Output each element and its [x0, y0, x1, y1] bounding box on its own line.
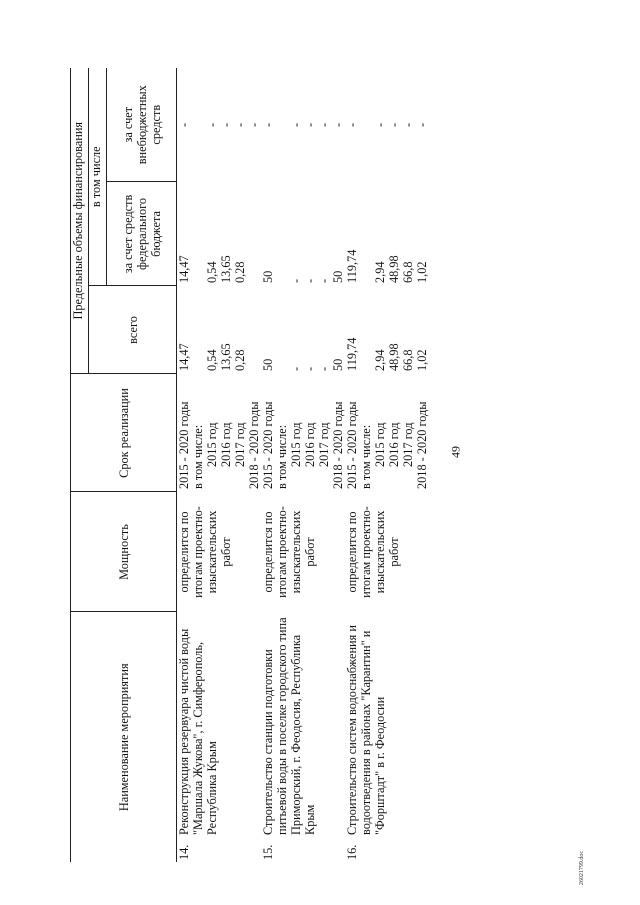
row-extra-line — [359, 71, 373, 179]
row-total-line — [275, 289, 289, 371]
row-extra-line: - — [261, 122, 275, 128]
row-federal — [261, 182, 345, 286]
period-line: 2015 год — [289, 422, 303, 467]
row-extra-line: - — [415, 122, 429, 128]
period-line: 2016 год — [219, 422, 233, 467]
period-line: 2017 год — [317, 422, 331, 467]
period-line: 2018 - 2020 годы — [331, 401, 345, 489]
row-name: Строительство станции подготовки питьевой воды в поселке городского типа Приморский, г. Феодосия, Республика Крым — [261, 617, 317, 835]
row-total-line: 50 — [331, 358, 345, 371]
row-extra — [177, 68, 262, 182]
period-line: в том числе: — [275, 424, 289, 489]
row-total-line: 13,65 — [219, 343, 233, 371]
header-extra: за счет внебюджетных средств — [107, 68, 177, 182]
row-extra-line: - — [177, 122, 191, 128]
row-total-line: 2,94 — [373, 349, 387, 371]
row-federal-line — [275, 185, 289, 283]
row-total-line: 0,54 — [205, 349, 219, 371]
row-federal-line: 50 — [261, 270, 275, 283]
row-federal-line: - — [303, 278, 317, 283]
row-extra-line: - — [317, 122, 331, 128]
row-federal-line: - — [317, 278, 331, 283]
row-federal — [177, 182, 262, 286]
row-periods — [261, 374, 345, 492]
period-line: 2015 - 2020 годы — [177, 401, 191, 489]
period-line: в том числе: — [191, 424, 205, 489]
row-total — [345, 286, 429, 374]
row-federal-line: 13,65 — [219, 255, 233, 283]
row-extra — [261, 68, 345, 182]
table-body — [177, 68, 430, 862]
row-federal — [345, 182, 429, 286]
row-total — [261, 286, 345, 374]
row-federal-line — [191, 185, 205, 283]
row-capacity: определится по итогам проектно-изыскательских работ — [345, 506, 401, 598]
period-line: 2015 год — [373, 422, 387, 467]
row-federal-line: - — [289, 278, 303, 283]
row-extra-line: - — [247, 122, 261, 128]
row-federal-line: 119,74 — [345, 249, 359, 283]
row-federal-line: 50 — [331, 270, 345, 283]
row-federal-line: 0,54 — [205, 261, 219, 283]
row-total-line: 119,74 — [345, 337, 359, 371]
row-extra-line — [275, 71, 289, 179]
row-federal-line — [247, 185, 261, 283]
financing-table — [70, 68, 429, 862]
row-total-line: 1,02 — [415, 349, 429, 371]
row-total-line: - — [317, 366, 331, 371]
row-name: Реконструкция резервуара чистой воды "Маршала Жукова", г. Симферополь, Республика Крым — [177, 628, 219, 835]
period-line: 2015 - 2020 годы — [345, 401, 359, 489]
period-line: 2016 год — [387, 422, 401, 467]
row-total-line: 48,98 — [387, 343, 401, 371]
row-number: 14. — [177, 844, 191, 860]
page-number: 49 — [448, 446, 463, 458]
row-extra-line: - — [303, 122, 317, 128]
row-total-line: 14,47 — [177, 343, 191, 371]
row-extra-line: - — [289, 122, 303, 128]
row-extra-line: - — [233, 122, 247, 128]
period-line: 2016 год — [303, 422, 317, 467]
row-extra-line: - — [205, 122, 219, 128]
row-federal-line: 0,28 — [233, 261, 247, 283]
period-line: 2018 - 2020 годы — [415, 401, 429, 489]
document-code: 26021799.doc — [579, 850, 585, 886]
header-funding: Предельные объемы финансирования — [71, 68, 89, 374]
row-total — [177, 286, 262, 374]
row-extra-line: - — [387, 122, 401, 128]
table-row — [345, 68, 429, 862]
financing-table-sheet — [70, 68, 510, 862]
row-federal-line: 1,02 — [415, 261, 429, 283]
row-capacity: определится по итогам проектно-изыскательских работ — [177, 506, 233, 598]
period-line: 2018 - 2020 годы — [247, 401, 261, 489]
period-line: в том числе: — [359, 424, 373, 489]
row-total-line — [359, 289, 373, 371]
row-total-line: - — [289, 366, 303, 371]
row-federal-line — [359, 185, 373, 283]
row-periods — [345, 374, 429, 492]
header-federal: за счет средств федерального бюджета — [107, 182, 177, 286]
period-line: 2017 год — [401, 422, 415, 467]
row-name: Строительство систем водоснабжения и водоотведения в районах "Карантин" и "Форштадт" в г. Феодосии — [345, 625, 387, 835]
row-number: 15. — [261, 844, 275, 860]
table-row — [177, 68, 262, 862]
row-extra-line — [191, 71, 205, 179]
row-capacity: определится по итогам проектно-изыскательских работ — [261, 506, 317, 598]
row-total-line: 0,28 — [233, 349, 247, 371]
row-extra-line: - — [401, 122, 415, 128]
header-period: Срок реализации — [71, 374, 177, 492]
row-federal-line: 48,98 — [387, 255, 401, 283]
row-federal-line: 14,47 — [177, 255, 191, 283]
row-total-line: 50 — [261, 358, 275, 371]
period-line: 2015 - 2020 годы — [261, 401, 275, 489]
period-line: 2017 год — [233, 422, 247, 467]
period-line: 2015 год — [205, 422, 219, 467]
row-extra-line: - — [219, 122, 233, 128]
row-periods — [177, 374, 262, 492]
row-number: 16. — [345, 844, 359, 860]
header-total: всего — [89, 286, 177, 374]
header-name: Наименование мероприятия — [71, 612, 177, 862]
row-extra — [345, 68, 429, 182]
row-extra-line: - — [345, 122, 359, 128]
table-row — [261, 68, 345, 862]
row-total-line — [247, 289, 261, 371]
row-total-line: 66,8 — [401, 349, 415, 371]
row-federal-line: 2,94 — [373, 261, 387, 283]
row-total-line — [191, 289, 205, 371]
row-federal-line: 66,8 — [401, 261, 415, 283]
row-extra-line: - — [373, 122, 387, 128]
header-capacity: Мощность — [71, 492, 177, 612]
row-total-line: - — [303, 366, 317, 371]
header-including: в том числе — [89, 68, 107, 286]
row-extra-line: - — [331, 122, 345, 128]
